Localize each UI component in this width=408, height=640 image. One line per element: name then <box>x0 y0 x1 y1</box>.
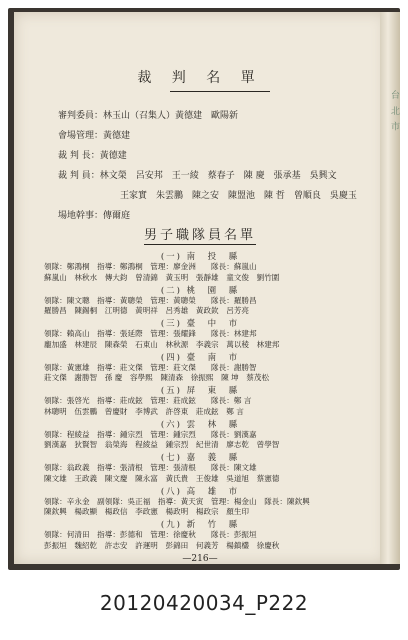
team-player-line: 林聰明 伍雲鵬 曾慶財 李博武 許啓東 莊成鉉 鄭 言 <box>44 406 244 416</box>
section-subtitle: 男子職隊員名單 <box>143 228 256 243</box>
title-underline <box>170 91 270 92</box>
team-player-line: 羅勝昌 陳錫桐 江明德 黃明祥 呂秀雄 黃政欽 呂芳亮 <box>44 306 250 315</box>
section-heading: (三) 臺 中 市 <box>160 319 240 329</box>
team-staff-line: 領隊：何清田 指導：彭德和 管理：徐慶秋 隊長：彭振垣 <box>44 530 257 539</box>
page-number: —216— <box>182 553 218 564</box>
team-staff-line: 領隊：鄭鴻桐 指導：鄭鴻桐 管理：廖金洲 隊長：蘇嵐山 <box>44 262 257 271</box>
team-staff-line: 領隊：翁政義 指導：張清根 管理：張清根 隊長：陳文雄 <box>44 463 257 472</box>
image-caption: 20120420034_P222 <box>99 591 309 615</box>
subtitle-underline <box>144 244 256 245</box>
section-heading: (四) 臺 南 市 <box>160 352 240 363</box>
referee-line-2: 會場管理：黃德建 <box>58 131 131 141</box>
team-staff-line: 領隊：黃憲雄 指導：莊文傑 管理：莊文傑 隊長：謝勝智 <box>44 362 257 372</box>
team-player-line: 蘇嵐山 林秋水 傳大鈞 曾清錦 黃玉明 張靜雄 童文俊 劉竹圍 <box>44 272 280 282</box>
referee-line-5: 王家實 朱雲鵬 陳之安 陳盟池 陳 哲 曾順良 吳慶玉 <box>120 191 357 201</box>
team-staff-line: 領隊：辛永金 副領隊：吳正福 指導：黃天寅 管理：楊金山 隊長：陳欽興 <box>44 496 310 506</box>
team-staff-line: 領隊：張啓光 指導：莊成鉉 管理：莊成鉉 隊長：鄭 言 <box>44 396 252 405</box>
team-staff-line: 領隊：陳文聰 指導：黃聰榮 管理：黃聰榮 隊長：羅勝昌 <box>44 295 257 305</box>
section-heading: (九) 新 竹 縣 <box>160 520 240 530</box>
referee-line-3: 裁 判 長：黃德建 <box>58 151 127 161</box>
team-player-line: 劉漢嘉 狄賢智 翁榮海 程綾益 鍾宗烈 紀世清 廖志乾 曾學智 <box>44 440 280 449</box>
referee-line-4: 裁 判 員：林文榮 呂安邦 王一綾 蔡春子 陳 慶 張承基 吳興文 <box>58 171 337 181</box>
referee-line-6: 場地幹事：傳爾庭 <box>58 211 131 221</box>
section-heading: (六) 雲 林 縣 <box>160 419 240 430</box>
section-heading: (一) 南 投 縣 <box>160 252 240 262</box>
bleed-through-text: 台 北 市 <box>389 90 399 133</box>
team-staff-line: 領隊：程綾益 指導：鍾宗烈 管理：鍾宗烈 隊長：劉漢嘉 <box>44 429 257 439</box>
team-player-line: 陳欽興 楊政顯 楊政信 李政憲 楊政明 楊政宗 顏生印 <box>44 507 250 516</box>
document-page <box>14 12 386 564</box>
team-player-line: 龐加盛 林建辰 陳森榮 石東山 林秋源 李義宗 萬以稜 林建邦 <box>44 339 280 349</box>
page-title: 裁 判 名 單 <box>137 70 263 86</box>
section-heading: (八) 高 雄 市 <box>160 486 240 497</box>
section-heading: (七) 嘉 義 縣 <box>160 453 240 463</box>
team-player-line: 陳文雄 王政義 陳文慶 陳永富 黃氏貴 王俊雄 吳道旭 蔡憲德 <box>44 473 280 483</box>
team-staff-line: 領隊：賴高山 指導：張延際 管理：張耀鋒 隊長：林建邦 <box>44 329 257 338</box>
section-heading: (五) 屏 東 縣 <box>160 386 240 396</box>
team-player-line: 彭振垣 魏紹乾 許志安 許運明 彭錦田 何義芳 楊鎮欉 徐慶秋 <box>44 540 280 550</box>
referee-line-1: 審判委員：林玉山（召集人）黃德建 歐陽新 <box>58 111 239 121</box>
section-heading: (二) 桃 園 縣 <box>160 285 240 296</box>
team-player-line: 莊文傑 謝勝智 孫 慶 容學熙 陳清森 徐振熙 陳 坤 蔡茂松 <box>44 373 270 382</box>
